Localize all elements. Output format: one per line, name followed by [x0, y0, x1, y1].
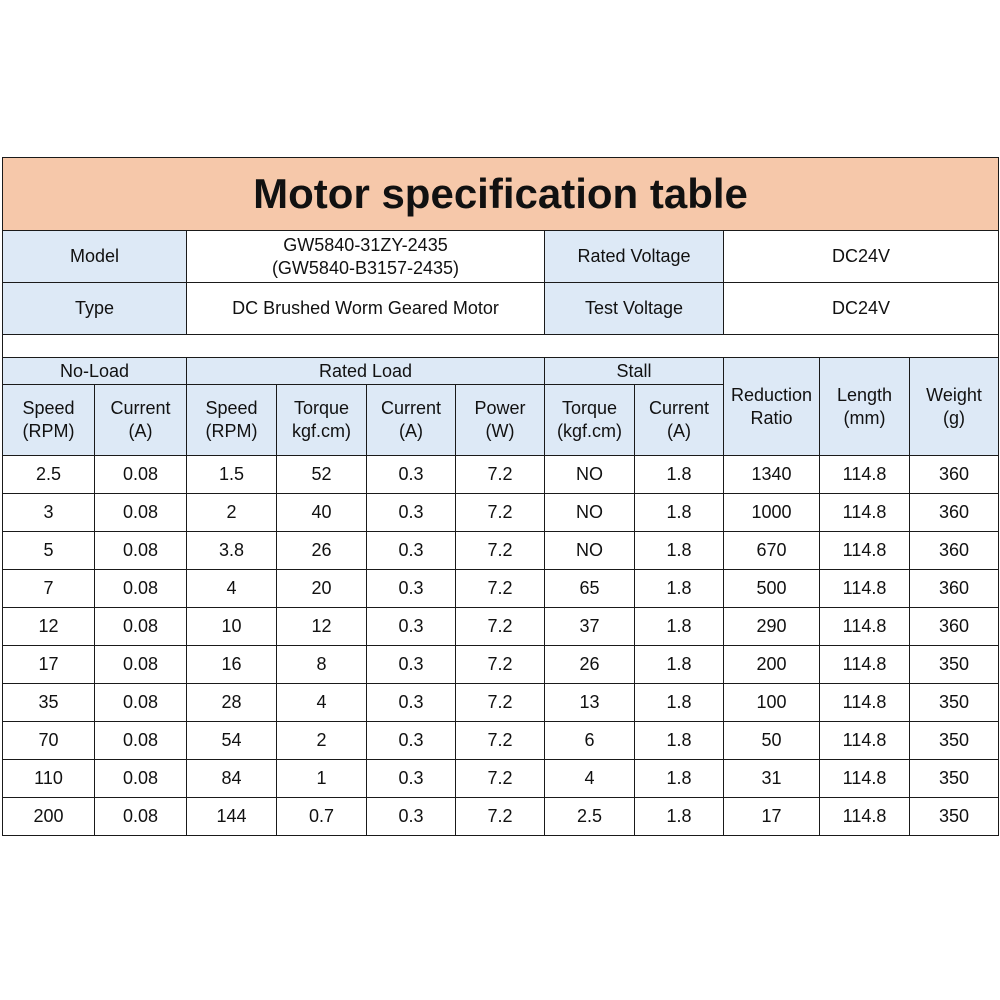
table-cell: 0.7	[277, 798, 367, 836]
table-cell: 0.08	[95, 608, 187, 646]
table-cell: 1.8	[635, 456, 724, 494]
col-header-line2: (RPM)	[205, 421, 258, 441]
table-cell: NO	[545, 456, 635, 494]
table-cell: 670	[724, 532, 820, 570]
table-cell: 7.2	[456, 532, 545, 570]
table-cell: 0.08	[95, 722, 187, 760]
table-cell: 7.2	[456, 722, 545, 760]
table-cell: 7.2	[456, 494, 545, 532]
table-cell: 4	[187, 570, 277, 608]
table-cell: 360	[910, 532, 999, 570]
table-cell: 26	[277, 532, 367, 570]
table-cell: 114.8	[820, 608, 910, 646]
table-cell: 20	[277, 570, 367, 608]
table-cell: 2	[277, 722, 367, 760]
table-cell: 17	[724, 798, 820, 836]
col-header-rated-speed	[187, 385, 277, 456]
table-cell: 0.08	[95, 760, 187, 798]
table-cell: 114.8	[820, 684, 910, 722]
table-cell: 0.08	[95, 570, 187, 608]
table-cell: 1	[277, 760, 367, 798]
table-cell: 2	[187, 494, 277, 532]
table-cell: 200	[3, 798, 95, 836]
col-header-line1: Torque	[293, 398, 350, 418]
table-cell: 100	[724, 684, 820, 722]
table-cell: 6	[545, 722, 635, 760]
table-row	[3, 760, 999, 798]
col-header-line1: Current	[648, 398, 710, 418]
col-header-stall-current	[635, 385, 724, 456]
col-header-line2: (A)	[399, 421, 423, 441]
col-header-line1: Current	[110, 398, 171, 418]
table-cell: 40	[277, 494, 367, 532]
table-cell: 0.3	[367, 456, 456, 494]
col-header-rated-current	[367, 385, 456, 456]
table-cell: 35	[3, 684, 95, 722]
table-cell: 1340	[724, 456, 820, 494]
group-rated-load: Rated Load	[187, 358, 545, 385]
motor-spec-table	[2, 157, 999, 836]
table-cell: 16	[187, 646, 277, 684]
table-row	[3, 684, 999, 722]
model-value	[187, 231, 545, 283]
table-cell: 1.8	[635, 760, 724, 798]
table-cell: 360	[910, 608, 999, 646]
table-cell: 114.8	[820, 570, 910, 608]
table-cell: 1.8	[635, 494, 724, 532]
col-header-rated-power	[456, 385, 545, 456]
table-body	[3, 456, 999, 836]
col-header-no-load-speed	[3, 385, 95, 456]
type-label: Type	[3, 283, 187, 335]
model-value-primary: GW5840-31ZY-2435	[283, 234, 448, 255]
table-cell: 3.8	[187, 532, 277, 570]
table-cell: 0.3	[367, 760, 456, 798]
table-cell: 12	[3, 608, 95, 646]
table-row	[3, 570, 999, 608]
table-cell: 350	[910, 760, 999, 798]
table-cell: 0.3	[367, 646, 456, 684]
table-cell: 4	[277, 684, 367, 722]
table-cell: 3	[3, 494, 95, 532]
table-cell: 28	[187, 684, 277, 722]
table-cell: 1.8	[635, 798, 724, 836]
table-cell: 54	[187, 722, 277, 760]
table-cell: 1.8	[635, 570, 724, 608]
table-cell: 2.5	[3, 456, 95, 494]
col-header-line2: (kgf.cm)	[557, 421, 622, 441]
col-header-length	[820, 358, 910, 456]
col-header-line2: kgf.cm)	[291, 421, 351, 441]
table-row	[3, 494, 999, 532]
table-cell: 7.2	[456, 456, 545, 494]
col-header-no-load-current	[95, 385, 187, 456]
table-cell: 2.5	[545, 798, 635, 836]
table-cell: 7.2	[456, 684, 545, 722]
table-cell: 290	[724, 608, 820, 646]
table-cell: 26	[545, 646, 635, 684]
table-row	[3, 798, 999, 836]
table-cell: 37	[545, 608, 635, 646]
table-cell: 0.3	[367, 684, 456, 722]
col-header-line2: (g)	[943, 407, 966, 428]
col-header-line1: Power	[474, 398, 526, 418]
table-cell: 350	[910, 646, 999, 684]
table-cell: 1.5	[187, 456, 277, 494]
table-cell: 350	[910, 684, 999, 722]
col-header-line2: (RPM)	[22, 421, 75, 441]
table-cell: 13	[545, 684, 635, 722]
col-header-line1: Length	[836, 384, 893, 405]
table-cell: 114.8	[820, 646, 910, 684]
table-cell: 350	[910, 722, 999, 760]
table-cell: 1.8	[635, 608, 724, 646]
table-cell: 114.8	[820, 494, 910, 532]
table-row	[3, 722, 999, 760]
table-cell: 52	[277, 456, 367, 494]
rated-voltage-value: DC24V	[724, 231, 999, 283]
table-cell: 7	[3, 570, 95, 608]
table-cell: 7.2	[456, 570, 545, 608]
table-row	[3, 456, 999, 494]
table-cell: 0.3	[367, 722, 456, 760]
table-cell: 0.3	[367, 608, 456, 646]
table-cell: 0.3	[367, 570, 456, 608]
table-cell: 10	[187, 608, 277, 646]
table-cell: 70	[3, 722, 95, 760]
rated-voltage-label: Rated Voltage	[545, 231, 724, 283]
table-row	[3, 608, 999, 646]
type-value: DC Brushed Worm Geared Motor	[187, 283, 545, 335]
spec-table-container	[2, 157, 998, 836]
table-cell: 360	[910, 494, 999, 532]
table-cell: 114.8	[820, 760, 910, 798]
spacer-row	[3, 335, 999, 358]
table-cell: 17	[3, 646, 95, 684]
table-cell: 144	[187, 798, 277, 836]
test-voltage-label: Test Voltage	[545, 283, 724, 335]
table-cell: 114.8	[820, 798, 910, 836]
table-cell: 5	[3, 532, 95, 570]
group-stall: Stall	[545, 358, 724, 385]
col-header-reduction-ratio	[724, 358, 820, 456]
table-title: Motor specification table	[3, 158, 999, 231]
table-cell: NO	[545, 532, 635, 570]
table-cell: 7.2	[456, 646, 545, 684]
table-cell: 0.3	[367, 494, 456, 532]
col-header-weight	[910, 358, 999, 456]
table-cell: 0.08	[95, 646, 187, 684]
table-row	[3, 532, 999, 570]
col-header-line1: Current	[380, 398, 442, 418]
col-header-line2: (A)	[128, 421, 153, 441]
col-header-line1: Reduction	[730, 384, 813, 405]
table-cell: 1.8	[635, 646, 724, 684]
col-header-line2: (W)	[485, 421, 515, 441]
table-cell: 114.8	[820, 722, 910, 760]
table-cell: 0.08	[95, 798, 187, 836]
table-cell: 360	[910, 570, 999, 608]
table-cell: 12	[277, 608, 367, 646]
col-header-line2: (mm)	[843, 407, 886, 428]
table-cell: 360	[910, 456, 999, 494]
table-cell: 31	[724, 760, 820, 798]
table-cell: 110	[3, 760, 95, 798]
table-row	[3, 646, 999, 684]
table-cell: 1.8	[635, 684, 724, 722]
col-header-line1: Weight	[926, 384, 982, 405]
table-cell: 0.08	[95, 532, 187, 570]
table-cell: 1.8	[635, 722, 724, 760]
table-cell: 7.2	[456, 760, 545, 798]
table-cell: 65	[545, 570, 635, 608]
table-cell: 7.2	[456, 798, 545, 836]
table-cell: 200	[724, 646, 820, 684]
table-cell: 500	[724, 570, 820, 608]
col-header-line1: Speed	[22, 398, 75, 418]
table-cell: NO	[545, 494, 635, 532]
table-cell: 114.8	[820, 532, 910, 570]
table-cell: 1000	[724, 494, 820, 532]
table-cell: 50	[724, 722, 820, 760]
table-cell: 1.8	[635, 532, 724, 570]
table-cell: 84	[187, 760, 277, 798]
table-cell: 4	[545, 760, 635, 798]
col-header-line2: (A)	[667, 421, 691, 441]
col-header-line1: Torque	[561, 398, 618, 418]
table-cell: 0.08	[95, 684, 187, 722]
col-header-line1: Speed	[205, 398, 258, 418]
table-cell: 8	[277, 646, 367, 684]
col-header-stall-torque	[545, 385, 635, 456]
col-header-line2: Ratio	[750, 407, 793, 428]
table-cell: 0.3	[367, 798, 456, 836]
table-cell: 0.3	[367, 532, 456, 570]
table-cell: 114.8	[820, 456, 910, 494]
model-value-alt: (GW5840-B3157-2435)	[271, 257, 460, 278]
test-voltage-value: DC24V	[724, 283, 999, 335]
model-label: Model	[3, 231, 187, 283]
group-no-load: No-Load	[3, 358, 187, 385]
table-cell: 0.08	[95, 456, 187, 494]
table-cell: 7.2	[456, 608, 545, 646]
col-header-rated-torque	[277, 385, 367, 456]
table-cell: 0.08	[95, 494, 187, 532]
table-cell: 350	[910, 798, 999, 836]
